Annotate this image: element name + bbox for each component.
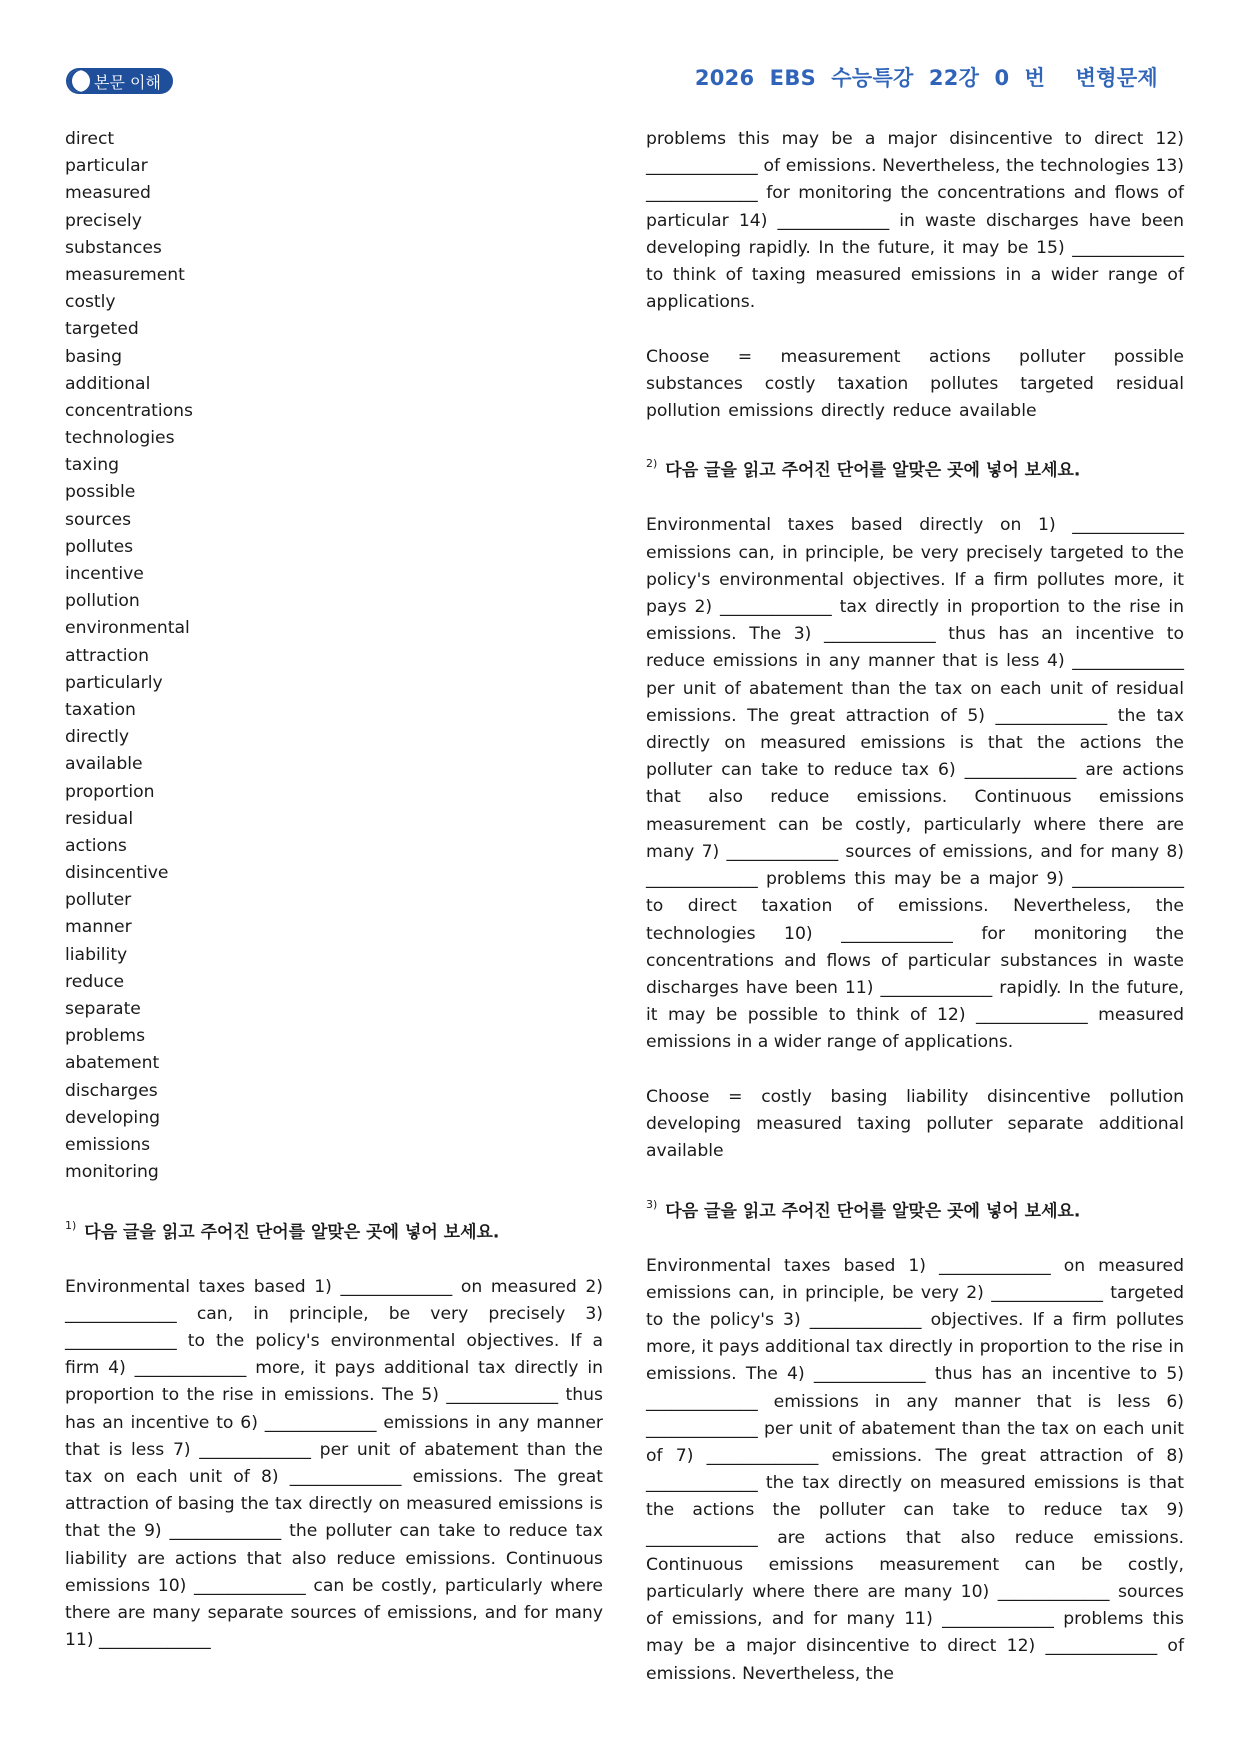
vocab-item: separate: [65, 999, 141, 1019]
question-1-title: [65, 1214, 603, 1247]
right-column: [646, 126, 1184, 1688]
vocab-item: substances: [65, 237, 162, 258]
vocab-item: sources: [65, 509, 132, 530]
question-1-word-bank: Choose = measurement actions polluter possible: [646, 346, 1184, 367]
question-1-passage: Environmental taxes based 1) _____________ on measured 2) _____________ can, in principle, be very precisely 3) _____________ to the policy's environmental objectives. If a firm 4) _____________ more, it pays additional tax directly in proportion to the rise in emissions. The 5) _____________ thus has an incentive to 6) _____________ emissions in any manner that is less 7) _____________ per unit of abatement than the tax on each unit of 8) _____________ emissions. The great attraction of basing the tax directly on measured emissions is that the 9) _____________ the polluter can take to reduce tax liability are actions that also reduce emissions. Continuous emissions 10) _____________ can be costly, particularly where there are many separate sources of emissions, and for many 11) _____________: [65, 1276, 603, 1651]
question-2-word-bank: available: [646, 1141, 724, 1162]
vocab-item: incentive: [65, 564, 144, 584]
vocab-item: disincentive: [65, 863, 169, 884]
question-instruction: 다음 글을 읽고 주어진 단어를 알맞은 곳에 넣어 보세요.: [665, 461, 1081, 482]
question-instruction: 다음 글을 읽고 주어진 단어를 알맞은 곳에 넣어 보세요.: [665, 1201, 1081, 1222]
vocab-item: available: [65, 754, 143, 775]
question-number: 2): [646, 457, 658, 471]
question-1-passage-continued: problems this may be a major disincentive to direct 12) _____________ of emissions. Nevertheless, the technologies 13) _____________ for monitoring the concentrations and flows of particular 14) _____________ in waste discharges have been developing rapidly. In the future, it may be 15) _____________ to think of taxing measured emissions in a wider range of applications.: [646, 129, 1184, 313]
vocab-item: monitoring: [65, 1162, 159, 1183]
vocab-item: manner: [65, 917, 132, 938]
question-number: 1): [65, 1218, 77, 1232]
vocab-item: residual: [65, 808, 134, 829]
vocab-item: liability: [65, 944, 128, 965]
half-circle-icon: [68, 70, 90, 92]
vocab-item: taxation: [65, 699, 136, 720]
vocab-item: environmental: [65, 618, 190, 639]
question-number: 3): [646, 1197, 658, 1211]
vocab-item: targeted: [65, 319, 139, 340]
question-1-word-bank: pollution emissions directly reduce available: [646, 401, 1037, 422]
vocab-item: proportion: [65, 781, 155, 802]
vocab-item: discharges: [65, 1080, 158, 1101]
vocab-item: emissions: [65, 1134, 151, 1155]
vocab-item: polluter: [65, 890, 132, 911]
vocab-item: pollution: [65, 591, 140, 612]
vocab-item: developing: [65, 1107, 161, 1128]
question-3-title: [646, 1193, 1184, 1226]
question-3-passage: Environmental taxes based 1) _____________ on measured emissions can, in principle, be very 2) _____________ targeted to the policy's 3) _____________ objectives. If a firm pollutes more, it pays additional tax directly in proportion to the rise in emissions. The 4) _____________ thus has an incentive to 5) _____________ emissions in any manner that is less 6) _____________ per unit of abatement than the tax on each unit of 7) _____________ emissions. The great attraction of 8) _____________ the tax directly on measured emissions is that the actions the polluter can take to reduce tax 9) _____________ are actions that also reduce emissions. Continuous emissions measurement can be costly, particularly where there are many 10) _____________ sources of emissions, and for many 11) _____________ problems this may be a major disincentive to direct 12) _____________ of emissions. Nevertheless, the: [646, 1255, 1184, 1684]
vocab-item: problems: [65, 1026, 146, 1047]
vocab-item: pollutes: [65, 536, 134, 557]
vocab-item: basing: [65, 346, 122, 367]
vocab-item: direct: [65, 129, 115, 149]
vocab-item: particularly: [65, 672, 163, 693]
vocab-item: attraction: [65, 645, 149, 666]
section-badge-label: 본문 이해: [94, 72, 161, 92]
question-1-word-bank: substances costly taxation pollutes targeted residual: [646, 373, 1184, 394]
vocab-item: possible: [65, 482, 136, 503]
vocab-item: precisely: [65, 210, 142, 231]
question-2-word-bank: developing measured taxing polluter separate additional: [646, 1113, 1184, 1134]
vocab-item: technologies: [65, 428, 175, 449]
page-title: 2026 EBS 수능특강 22강 0 번 변형문제: [694, 66, 1158, 90]
vocab-item: measurement: [65, 264, 185, 285]
vocab-list: [65, 126, 603, 1186]
vocab-item: concentrations: [65, 400, 193, 421]
vocab-item: abatement: [65, 1053, 160, 1074]
section-badge: [66, 68, 173, 94]
vocab-item: additional: [65, 373, 151, 394]
vocab-item: measured: [65, 183, 151, 204]
question-2-passage: Environmental taxes based directly on 1) _____________ emissions can, in principle, be very precisely targeted to the policy's environmental objectives. If a firm pollutes more, it pays 2) _____________ tax directly in proportion to the rise in emissions. The 3) _____________ thus has an incentive to reduce emissions in any manner that is less 4) _____________ per unit of abatement than the tax on each unit of residual emissions. The great attraction of 5) _____________ the tax directly on measured emissions is that the actions the polluter can take to reduce tax 6) _____________ are actions that also reduce emissions. Continuous emissions measurement can be costly, particularly where there are many 7) _____________ sources of emissions, and for many 8) _____________ problems this may be a major 9) _____________ to direct taxation of emissions. Nevertheless, the technologies 10) _____________ for monitoring the concentrations and flows of particular substances in waste discharges have been 11) _____________ rapidly. In the future, it may be possible to think of 12) _____________ measured emissions in a wider range of applications.: [646, 515, 1184, 1053]
question-instruction: 다음 글을 읽고 주어진 단어를 알맞은 곳에 넣어 보세요.: [84, 1222, 500, 1243]
vocab-item: actions: [65, 835, 127, 856]
question-2-title: [646, 452, 1184, 485]
vocab-item: costly: [65, 292, 116, 313]
vocab-item: taxing: [65, 455, 120, 476]
question-2-word-bank: Choose = costly basing liability disincentive pollution: [646, 1086, 1184, 1107]
left-column: [65, 126, 603, 1654]
vocab-item: reduce: [65, 971, 125, 992]
vocab-item: particular: [65, 156, 148, 177]
vocab-item: directly: [65, 727, 130, 748]
